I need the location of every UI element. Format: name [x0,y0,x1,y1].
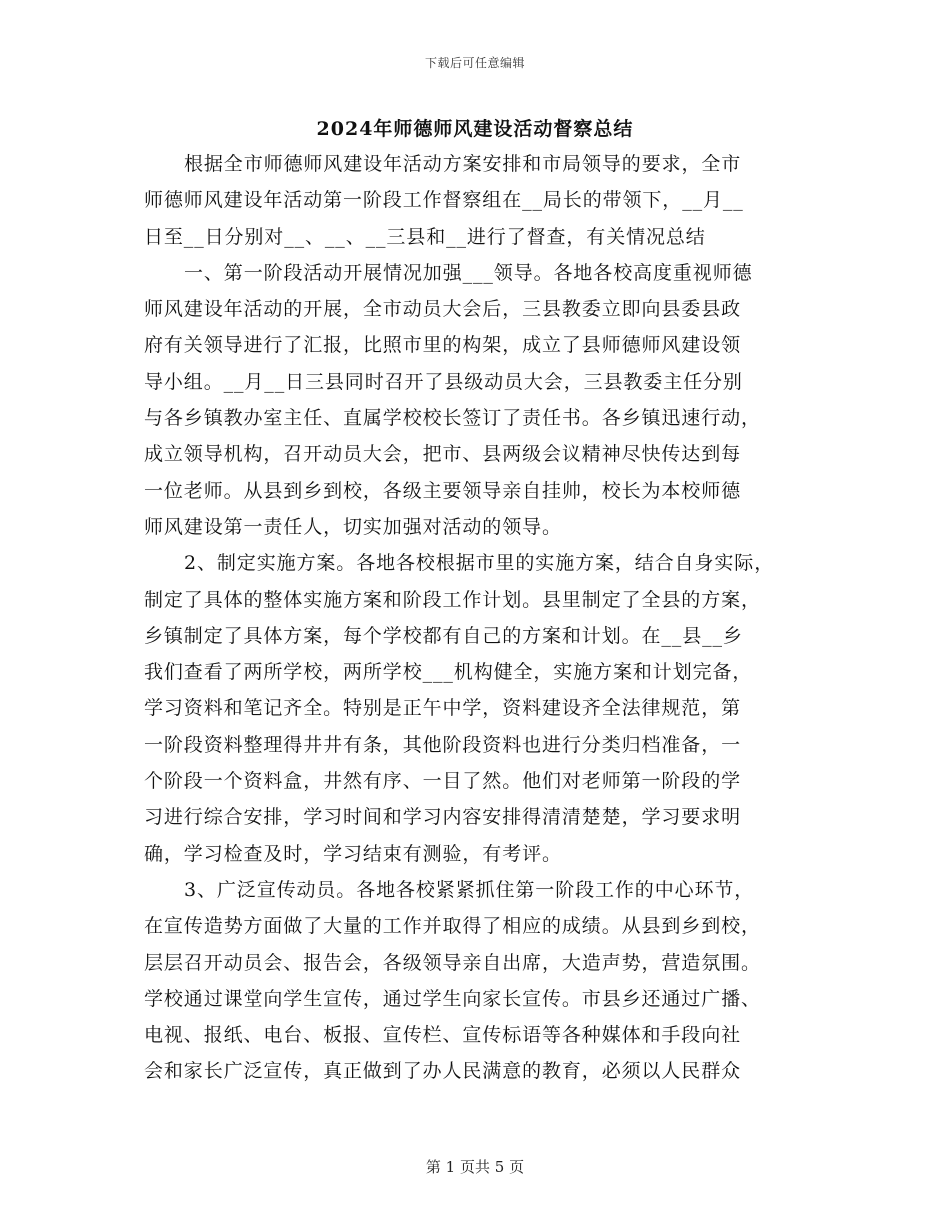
body-line: 会和家长广泛宣传，真正做到了办人民满意的教育，必须以人民群众 [144,1060,742,1083]
body-line: 个阶段一个资料盒，井然有序、一目了然。他们对老师第一阶段的学 [144,770,742,793]
document-title: 2024年师德师风建设活动督察总结 [316,118,634,140]
body-line: 府有关领导进行了汇报，比照市里的构架，成立了县师德师风建设领 [144,334,742,357]
body-line: 我们查看了两所学校，两所学校___机构健全，实施方案和计划完备， [144,661,753,684]
body-line: 习进行综合安排，学习时间和学习内容安排得清清楚楚，学习要求明 [144,806,742,829]
body-line: 一阶段资料整理得井井有条，其他阶段资料也进行分类归档准备，一 [144,733,742,756]
page-number-footer: 第 1 页共 5 页 [425,1158,525,1176]
body-line: 确，学习检查及时，学习结束有测验，有考评。 [144,842,562,865]
body-line: 根据全市师德师风建设年活动方案安排和市局领导的要求，全市 [184,153,742,175]
document-body [144,146,824,1090]
body-line: 一位老师。从县到乡到校，各级主要领导亲自挂帅，校长为本校师德 [144,479,742,502]
body-line: 一、第一阶段活动开展情况加强___领导。各地各校高度重视师德 [184,261,753,284]
body-line: 电视、报纸、电台、板报、宣传栏、宣传标语等各种媒体和手段向社 [144,1024,742,1047]
body-line: 学校通过课堂向学生宣传，通过学生向家长宣传。市县乡还通过广播、 [144,987,761,1010]
body-line: 制定了具体的整体实施方案和阶段工作计划。县里制定了全县的方案， [144,588,761,611]
body-line: 师风建设第一责任人，切实加强对活动的领导。 [144,515,562,538]
body-line: 层层召开动员会、报告会，各级领导亲自出席，大造声势，营造氛围。 [144,951,761,974]
body-line: 2、制定实施方案。各地各校根据市里的实施方案，结合自身实际， [184,552,775,575]
header-note: 下载后可任意编辑 [424,56,525,70]
body-line: 学习资料和笔记齐全。特别是正午中学，资料建设齐全法律规范，第 [144,697,742,720]
body-line: 导小组。__月__日三县同时召开了县级动员大会，三县教委主任分别 [144,370,743,393]
body-line: 与各乡镇教办室主任、直属学校校长签订了责任书。各乡镇迅速行动， [144,407,761,430]
body-line: 成立领导机构，召开动员大会，把市、县两级会议精神尽快传达到每 [144,443,742,466]
body-line: 在宣传造势方面做了大量的工作并取得了相应的成绩。从县到乡到校， [144,915,761,938]
body-line: 师风建设年活动的开展，全市动员大会后，三县教委立即向县委县政 [144,298,742,321]
body-line: 3、广泛宣传动员。各地各校紧紧抓住第一阶段工作的中心环节， [184,878,755,901]
body-line: 师德师风建设年活动第一阶段工作督察组在__局长的带领下，__月__ [144,189,744,212]
body-line: 乡镇制定了具体方案，每个学校都有自己的方案和计划。在__县__乡 [144,624,743,647]
body-line: 日至__日分别对__、__、__三县和__进行了督查，有关情况总结 [144,225,706,248]
